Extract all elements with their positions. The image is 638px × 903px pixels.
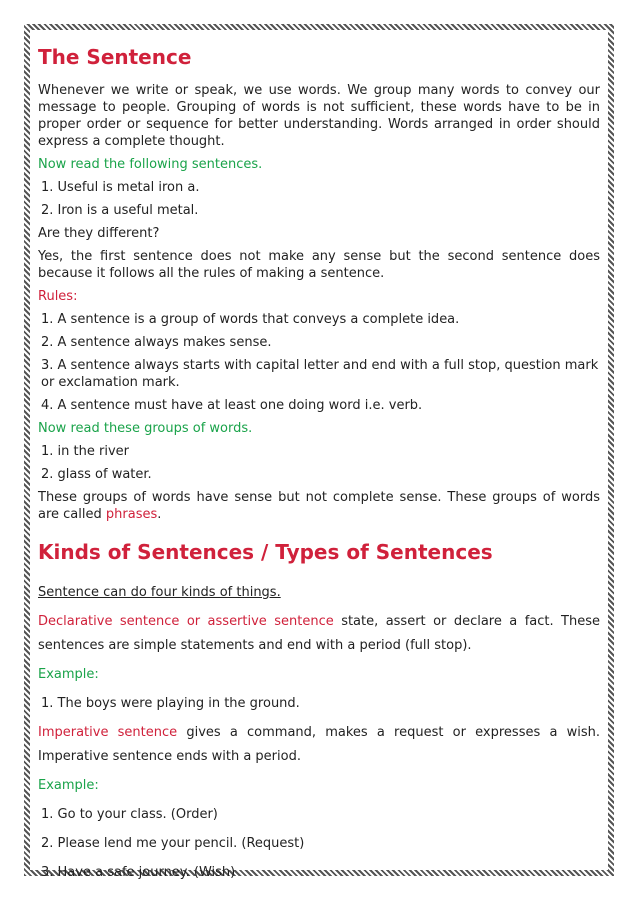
phrases-end: . bbox=[157, 507, 162, 522]
section-title-the-sentence: The Sentence bbox=[38, 45, 192, 69]
phrases-term: phrases bbox=[105, 507, 158, 522]
rule-3: 3. A sentence always starts with capital letter and end with a full stop, question mark or exclamation mark. bbox=[41, 358, 599, 390]
imperative-term: Imperative sentence bbox=[38, 725, 178, 740]
rule-4: 4. A sentence must have at least one doing word i.e. verb. bbox=[41, 398, 423, 413]
declarative-text: state, assert or declare a fact. These sentences are simple statements and end with a period (full stop). bbox=[38, 614, 601, 653]
read-groups-label: Now read these groups of words. bbox=[38, 421, 253, 436]
question-text: Are they different? bbox=[38, 226, 160, 241]
example-label-1: Example: bbox=[38, 667, 99, 682]
rule-1: 1. A sentence is a group of words that conveys a complete idea. bbox=[41, 312, 460, 327]
imperative-example-3: 3. Have a safe journey. (Wish) bbox=[41, 865, 236, 880]
imperative-example-1: 1. Go to your class. (Order) bbox=[41, 807, 218, 822]
read-following-label: Now read the following sentences. bbox=[38, 157, 263, 172]
imperative-text: gives a command, makes a request or expresses a wish. Imperative sentence ends with a period. bbox=[38, 725, 600, 764]
declarative-example-1: 1. The boys were playing in the ground. bbox=[41, 696, 300, 711]
example-sentence-2: 2. Iron is a useful metal. bbox=[41, 203, 199, 218]
kinds-section bbox=[38, 581, 600, 885]
phrases-paragraph bbox=[38, 489, 600, 523]
example-label-2: Example: bbox=[38, 778, 99, 793]
answer-paragraph: Yes, the first sentence does not make any sense but the second sentence does because it follows all the rules of making a sentence. bbox=[38, 249, 600, 281]
imperative-paragraph bbox=[38, 721, 600, 769]
example-sentence-1: 1. Useful is metal iron a. bbox=[41, 180, 200, 195]
document-content bbox=[38, 44, 600, 890]
section-title-kinds-of-sentences: Kinds of Sentences / Types of Sentences bbox=[38, 540, 493, 564]
intro-paragraph: Whenever we write or speak, we use words. We group many words to convey our message to people. Grouping of words is not sufficient, these words have to be in proper order or sequence for better understanding. Words arranged in order should express a complete thought. bbox=[38, 83, 600, 149]
imperative-example-2: 2. Please lend me your pencil. (Request) bbox=[41, 836, 305, 851]
phrases-text: These groups of words have sense but not complete sense. These groups of words are called bbox=[38, 490, 600, 522]
rules-label: Rules: bbox=[38, 289, 78, 304]
declarative-paragraph bbox=[38, 610, 600, 658]
group-2: 2. glass of water. bbox=[41, 467, 152, 482]
group-1: 1. in the river bbox=[41, 444, 129, 459]
kinds-lead: Sentence can do four kinds of things. bbox=[38, 585, 281, 600]
page-border bbox=[24, 24, 614, 880]
declarative-term: Declarative sentence or assertive sentence bbox=[38, 614, 334, 629]
rule-2: 2. A sentence always makes sense. bbox=[41, 335, 272, 350]
